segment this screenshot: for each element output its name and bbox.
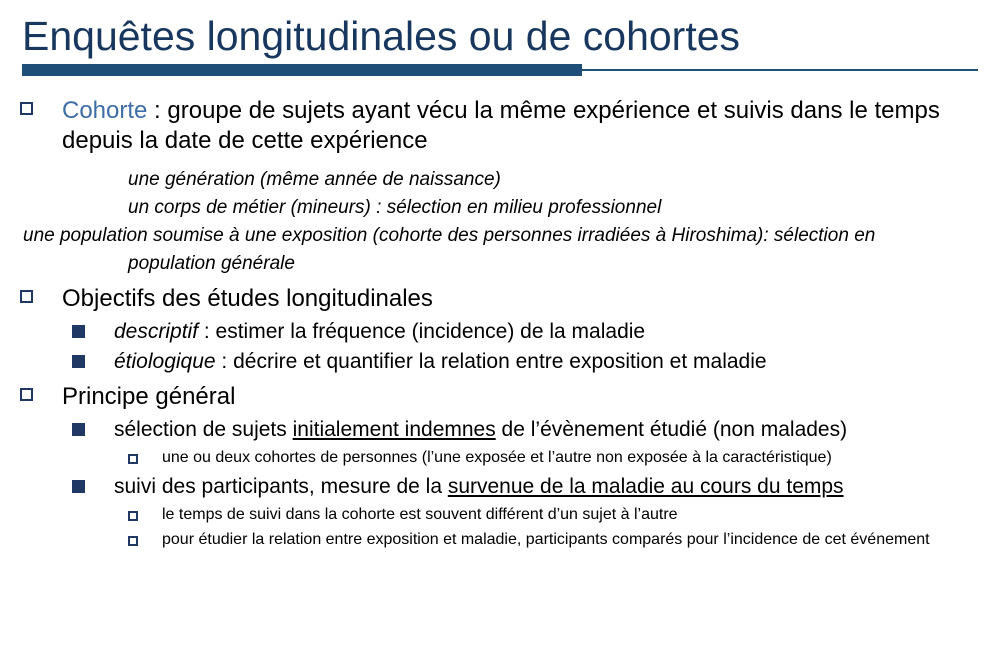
cohorte-definition: : groupe de sujets ayant vécu la même expérience et suivis dans le temps depuis la date de cette expérience bbox=[62, 97, 940, 154]
square-outline-small-icon bbox=[128, 446, 162, 469]
bullet-cohorte-text bbox=[62, 96, 1000, 156]
cohorte-term: Cohorte bbox=[62, 97, 148, 124]
example-item: une population soumise à une exposition (cohorte des personnes irradiées à Hiroshima): sélection en population générale bbox=[23, 225, 876, 274]
square-outline-icon bbox=[20, 382, 62, 406]
principe-item bbox=[72, 416, 1000, 444]
objectifs-item bbox=[72, 318, 1000, 346]
principe-item bbox=[72, 473, 1000, 501]
objectifs-item-text: : estimer la fréquence (incidence) de la maladie bbox=[198, 320, 646, 343]
bullet-objectifs bbox=[20, 284, 1000, 314]
square-filled-icon bbox=[72, 318, 114, 343]
page-title: Enquêtes longitudinales ou de cohortes bbox=[22, 13, 741, 59]
square-outline-small-icon bbox=[128, 503, 162, 526]
objectifs-item-emphasis: descriptif bbox=[114, 320, 199, 343]
square-outline-icon bbox=[20, 284, 62, 308]
principe-subitem bbox=[128, 446, 1000, 469]
principe-item-post: de l’évènement étudié (non malades) bbox=[495, 418, 848, 441]
square-filled-icon bbox=[72, 416, 114, 441]
objectifs-item bbox=[72, 348, 1000, 376]
principe-subitem-text: une ou deux cohortes de personnes (l’une exposée et l’autre non exposée à la caractéristique) bbox=[162, 449, 832, 466]
square-filled-icon bbox=[72, 473, 114, 498]
title-accent-bar bbox=[22, 64, 582, 76]
principe-subitem bbox=[128, 503, 1000, 526]
example-item: un corps de métier (mineurs) : sélection en milieu professionnel bbox=[128, 197, 662, 218]
objectifs-heading: Objectifs des études longitudinales bbox=[62, 285, 433, 312]
bullet-principe bbox=[20, 382, 1000, 412]
bullet-cohorte bbox=[20, 96, 1000, 156]
objectifs-item-text: : décrire et quantifier la relation entre exposition et maladie bbox=[215, 350, 767, 373]
square-outline-icon bbox=[20, 96, 62, 120]
principe-heading: Principe général bbox=[62, 383, 236, 410]
principe-item-underline: initialement indemnes bbox=[292, 418, 496, 441]
principe-subitem-text: pour étudier la relation entre exposition et maladie, participants comparés pour l’incidence de cet événement bbox=[162, 531, 930, 548]
principe-item-pre: suivi des participants, mesure de la bbox=[114, 475, 448, 498]
square-filled-icon bbox=[72, 348, 114, 373]
example-item: une génération (même année de naissance) bbox=[128, 169, 501, 190]
slide-body bbox=[0, 96, 1000, 551]
principe-subitem-text: le temps de suivi dans la cohorte est souvent différent d’un sujet à l’autre bbox=[162, 506, 678, 523]
objectifs-item-emphasis: étiologique bbox=[114, 350, 216, 373]
principe-subitem bbox=[128, 528, 1000, 551]
principe-item-underline: survenue de la maladie au cours du temps bbox=[447, 475, 844, 498]
principe-item-pre: sélection de sujets bbox=[114, 418, 293, 441]
square-outline-small-icon bbox=[128, 528, 162, 551]
